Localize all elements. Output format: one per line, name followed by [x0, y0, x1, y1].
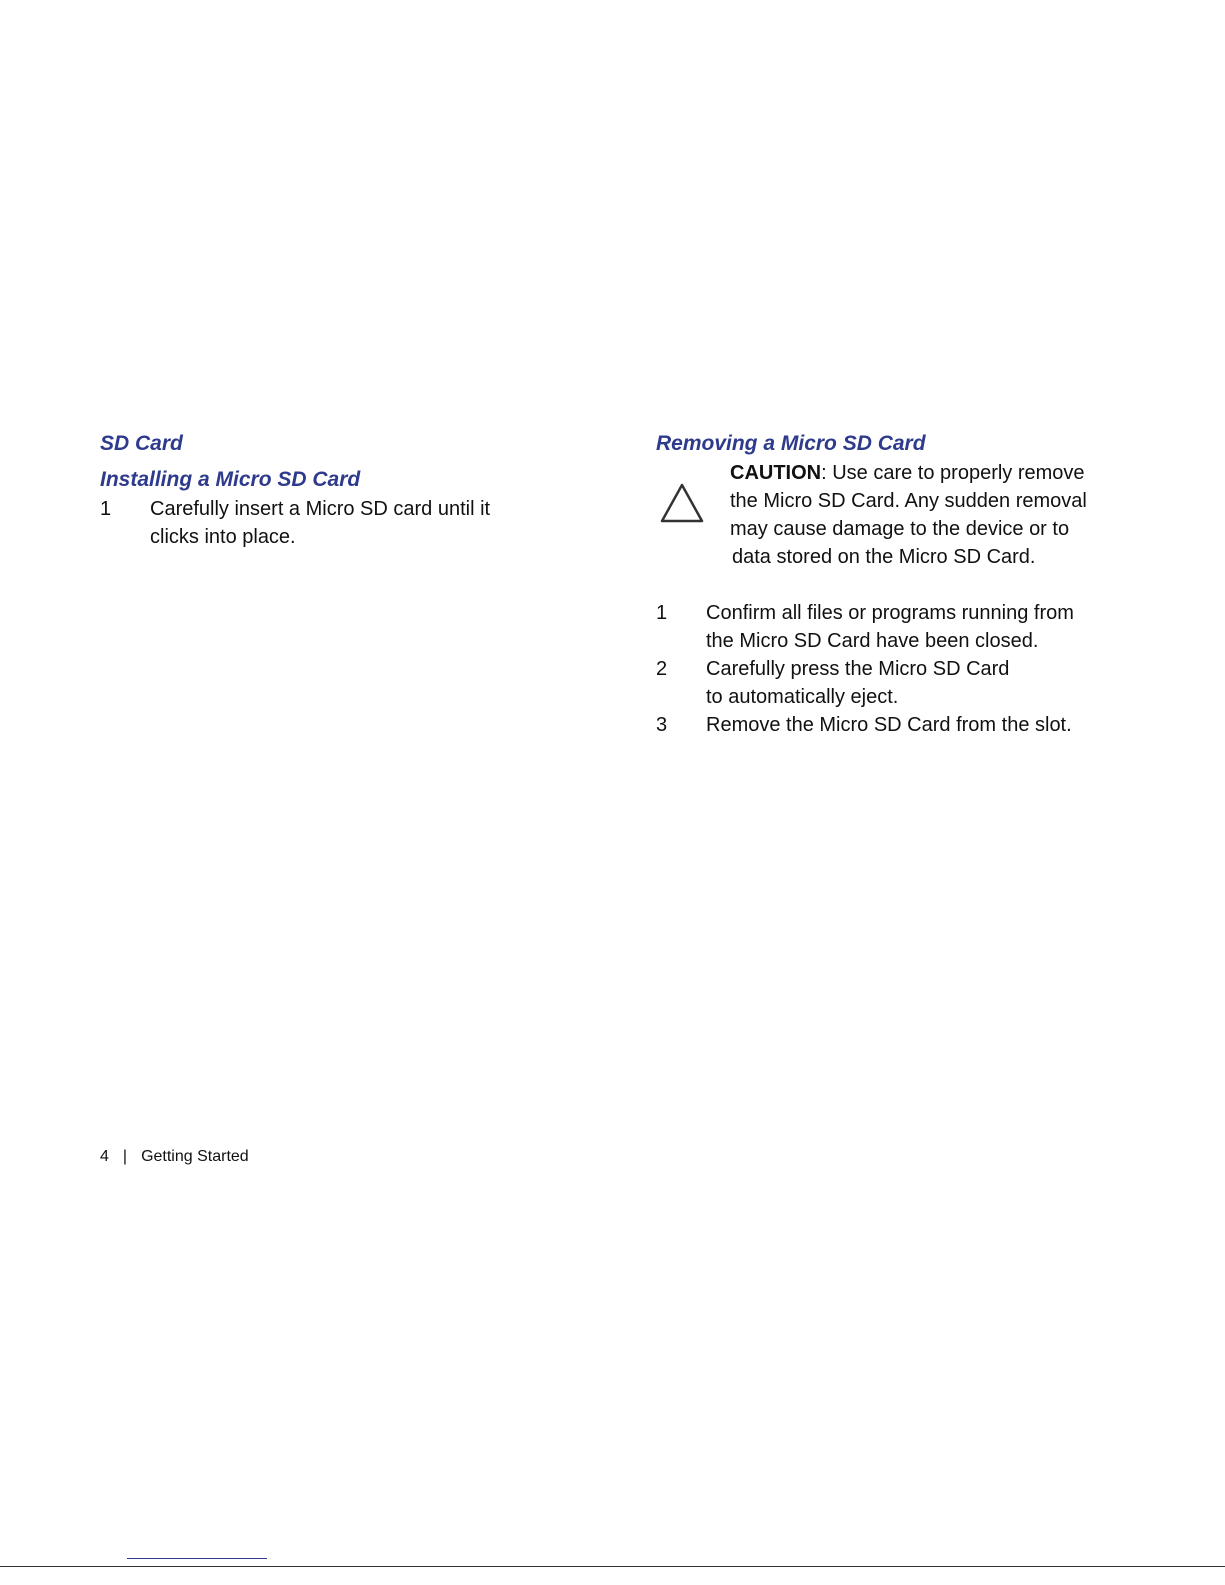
caution-note: [730, 459, 1087, 571]
step-text-line: to automatically eject.: [706, 686, 899, 708]
step-text-line: Carefully insert a Micro SD card until it: [150, 498, 491, 520]
section-title-sd-card: SD Card: [100, 432, 183, 455]
caution-text-line: : Use care to properly remove: [821, 462, 1085, 484]
page-footer: [100, 1147, 249, 1167]
step-number: 1: [100, 498, 112, 520]
bottom-accent-line: [127, 1558, 267, 1559]
warning-triangle-icon: [659, 482, 705, 524]
footer-separator: |: [122, 1148, 128, 1165]
step-number: 2: [656, 658, 668, 680]
step-number: 1: [656, 602, 668, 624]
subsection-title-installing: Installing a Micro SD Card: [100, 468, 361, 491]
step-text-line: Carefully press the Micro SD Card: [706, 658, 1010, 680]
caution-text-line: the Micro SD Card. Any sudden removal: [730, 490, 1087, 512]
list-item: [656, 711, 1116, 739]
caution-text-line: data stored on the Micro SD Card.: [732, 546, 1036, 568]
footer-section: Getting Started: [141, 1148, 249, 1165]
step-number: 3: [656, 714, 668, 736]
caution-label: CAUTION: [730, 462, 822, 484]
caution-text-line: may cause damage to the device or to: [730, 518, 1070, 540]
step-text-line: the Micro SD Card have been closed.: [706, 630, 1039, 652]
list-item: [100, 495, 550, 551]
list-item: [656, 599, 1116, 655]
page-bottom-rule: [0, 1566, 1225, 1567]
list-item: [656, 655, 1116, 711]
page-number: 4: [100, 1148, 109, 1165]
step-text-line: Confirm all files or programs running from: [706, 602, 1074, 624]
section-title-removing: Removing a Micro SD Card: [656, 432, 926, 455]
step-text-line: clicks into place.: [150, 526, 296, 548]
step-text-line: Remove the Micro SD Card from the slot.: [706, 714, 1072, 736]
